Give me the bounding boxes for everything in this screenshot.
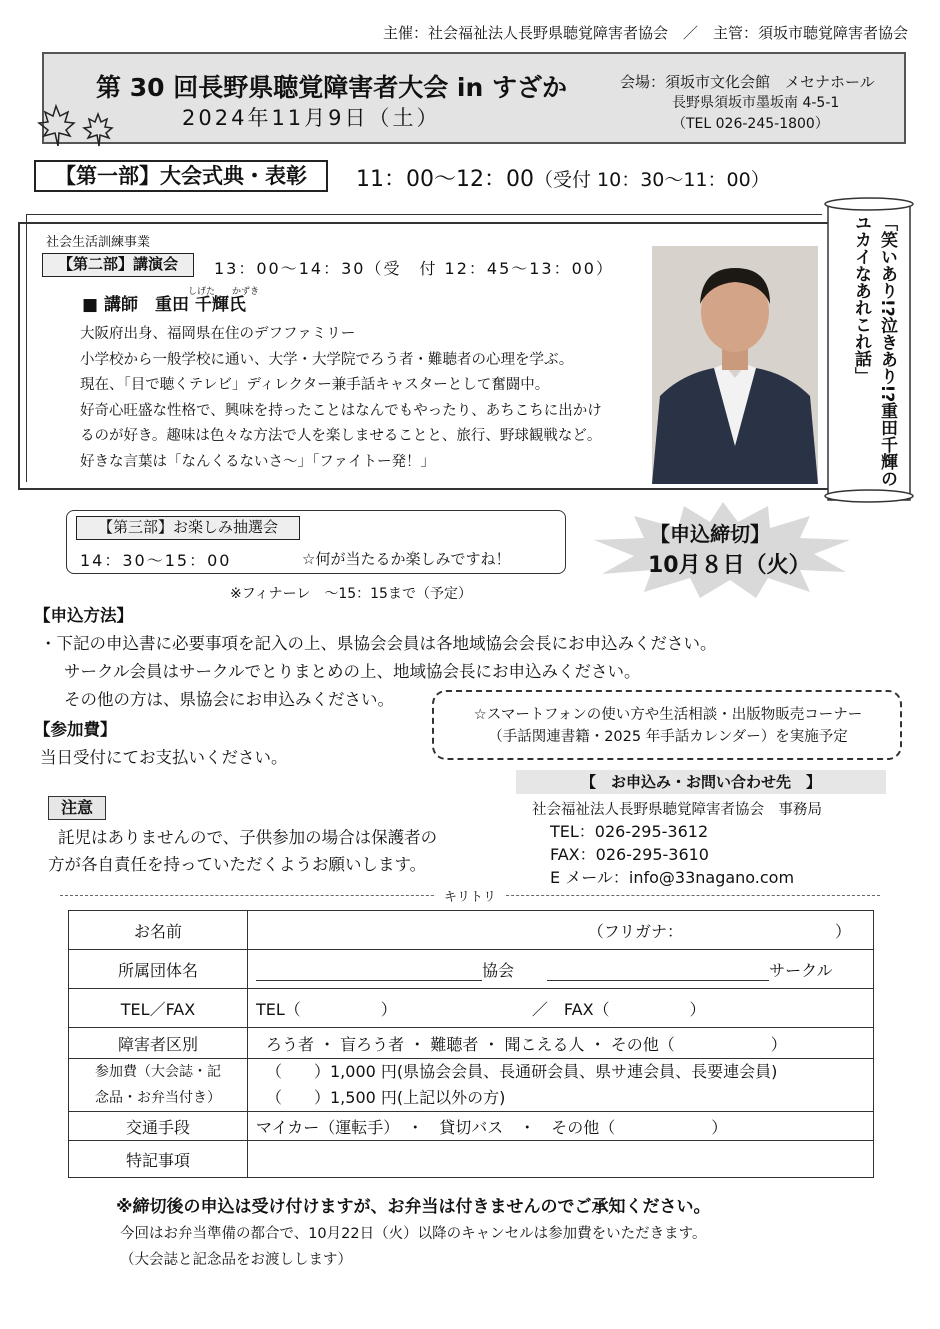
fee-text: 当日受付にてお支払いください。	[40, 748, 288, 767]
fee-option[interactable]: （ ）1,000 円(県協会会員、長通研会員、県サ連会員、長要連会員)	[266, 1062, 778, 1081]
remarks-field[interactable]	[248, 1141, 874, 1178]
transport-options[interactable]: マイカー（運転手） ・ 貸切バス ・ その他（ ）	[248, 1112, 874, 1141]
maple-leaf-icon	[34, 102, 124, 150]
contact-email[interactable]: E メール：info@33nagano.com	[550, 868, 795, 887]
circle-blank[interactable]	[547, 962, 769, 981]
part2-program: 社会生活訓練事業	[46, 235, 151, 250]
fee-label	[69, 1059, 248, 1112]
tel-field[interactable]: TEL（ ）	[256, 999, 397, 1019]
contact-tel: TEL：026-295-3612	[550, 822, 709, 841]
venue-info	[620, 72, 875, 135]
group-field[interactable]	[248, 950, 874, 989]
application-line: サークル会員はサークルでとりまとめの上、地域協会長にお申込みください。	[64, 662, 641, 681]
contact-details	[550, 820, 794, 889]
fax-field[interactable]: ／ FAX（ ）	[531, 999, 706, 1019]
organizers-line: 主催：社会福祉法人長野県聴覚障害者協会 ／ 主管：須坂市聴覚障害者協会	[382, 24, 908, 42]
group-circle: サークル	[769, 960, 833, 980]
event-date: 2024年11月9日（土）	[182, 106, 441, 130]
venue-address: 長野県須坂市墨坂南 4-5-1	[672, 95, 840, 111]
telfax-field[interactable]	[248, 989, 874, 1028]
fee-options[interactable]	[248, 1059, 874, 1112]
lecture-title: 「笑いあり!?泣きあり!?重田千輝のユカイなあれこれ話」	[851, 214, 897, 488]
telfax-label: TEL／FAX	[69, 989, 248, 1028]
part3-time: 14：30〜15：00	[80, 551, 232, 570]
application-heading: 【申込方法】	[34, 606, 133, 625]
notice-line: 託児はありませんので、子供参加の場合は保護者の	[58, 828, 438, 847]
late-application-warning: ※締切後の申込は受け付けますが、お弁当は付きませんのでご承知ください。	[116, 1197, 711, 1217]
part3-note: ☆何が当たるか楽しみですね！	[302, 550, 511, 568]
bio-line: 大阪府出身、福岡県在住のデフファミリー	[80, 326, 356, 342]
notice-text	[48, 824, 437, 878]
form-row-fee	[69, 1059, 874, 1112]
cancellation-note: 今回はお弁当準備の都合で、10月22日（火）以降のキャンセルは参加費をいただきます。	[120, 1226, 707, 1242]
disability-label: 障害者区別	[69, 1028, 248, 1059]
contact-heading: 【 お申込み・お問い合わせ先 】	[516, 770, 886, 794]
venue-tel: （TEL 026-245-1800）	[672, 116, 829, 132]
notice-line: 方が各自責任を持っていただくようお願いします。	[48, 855, 427, 874]
finale-note: ※フィナーレ 〜15：15まで（予定）	[230, 586, 472, 602]
part1-time-value: 11：00〜12：00	[356, 167, 534, 192]
group-kyokai: 協会	[482, 960, 515, 980]
corner-line: （手話関連書籍・2025 年手話カレンダー）を実施予定	[488, 729, 848, 745]
group-label: 所属団体名	[69, 950, 248, 989]
venue-label: 会場：須坂市文化会館 メセナホール	[620, 73, 875, 91]
disability-options[interactable]: ろう者 ・ 盲ろう者 ・ 難聴者 ・ 聞こえる人 ・ その他（ ）	[248, 1028, 874, 1059]
cut-label: キリトリ	[436, 886, 504, 905]
transport-label: 交通手段	[69, 1112, 248, 1141]
bio-line: 現在、「目で聴くテレビ」ディレクター兼手話キャスターとして奮闘中。	[80, 377, 550, 393]
part3-label: 【第三部】お楽しみ抽選会	[76, 516, 300, 540]
lecturer-ruby-family: しげた	[188, 287, 216, 297]
contact-org: 社会福祉法人長野県聴覚障害者協会 事務局	[532, 802, 822, 818]
fee-option[interactable]: （ ）1,500 円(上記以外の方)	[266, 1088, 506, 1107]
notice-heading: 注意	[48, 796, 106, 820]
name-field[interactable]	[248, 911, 874, 950]
lecturer-ruby-given: かずき	[232, 287, 260, 297]
form-row-disability	[69, 1028, 874, 1059]
bio-line: 好きな言葉は「なんくるないさ〜」「ファイトー発！」	[80, 453, 435, 470]
fee-label-line: 念品・お弁当付き）	[95, 1090, 221, 1106]
part2-time: 13：00〜14：30（受 付 12：45〜13：00）	[214, 259, 614, 278]
part2-label: 【第二部】講演会	[42, 253, 194, 277]
event-title: 第 30 回長野県聴覚障害者大会 in すざか	[96, 73, 567, 102]
lecturer-photo	[652, 246, 818, 484]
furigana-field: （フリガナ： ）	[587, 921, 851, 941]
bio-line: るのが好き。趣味は色々な方法で人を楽しませることと、旅行、野球観戦など。	[80, 428, 602, 444]
name-label: お名前	[69, 911, 248, 950]
kyokai-blank[interactable]	[256, 962, 482, 981]
contact-fax: FAX：026-295-3610	[550, 845, 709, 864]
lecturer-bio	[80, 322, 602, 475]
corner-line: ☆スマートフォンの使い方や生活相談・出版物販売コーナー	[473, 707, 863, 723]
form-row-transport	[69, 1112, 874, 1141]
part1-reception: （受付 10：30〜11：00）	[533, 169, 770, 191]
form-row-telfax	[69, 989, 874, 1028]
lecturer-name: ■ 講師 重田 千輝氏	[82, 295, 246, 315]
bio-line: 小学校から一般学校に通い、大学・大学院でろう者・難聴者の心理を学ぶ。	[80, 351, 574, 368]
form-row-group	[69, 950, 874, 989]
fee-heading: 【参加費】	[34, 720, 117, 739]
part1-time	[356, 162, 770, 193]
remarks-label: 特記事項	[69, 1141, 248, 1178]
application-line: ・下記の申込書に必要事項を記入の上、県協会会員は各地域協会会長にお申込みください。	[40, 634, 717, 653]
application-form	[68, 910, 874, 1178]
deadline-label: 【申込締切】	[650, 522, 770, 546]
form-row-remarks	[69, 1141, 874, 1178]
fee-label-line: 参加費（大会誌・記	[95, 1064, 221, 1080]
deadline-date: 10月８日（火）	[648, 553, 811, 578]
form-row-name	[69, 911, 874, 950]
bio-line: 好奇心旺盛な性格で、興味を持ったことはなんでもやったり、あちこちに出かけ	[80, 402, 602, 419]
gift-note: （大会誌と記念品をお渡しします）	[120, 1252, 352, 1268]
corner-text	[440, 704, 896, 748]
application-line: その他の方は、県協会にお申込みください。	[64, 690, 394, 709]
part1-label: 【第一部】大会式典・表彰	[34, 160, 328, 192]
